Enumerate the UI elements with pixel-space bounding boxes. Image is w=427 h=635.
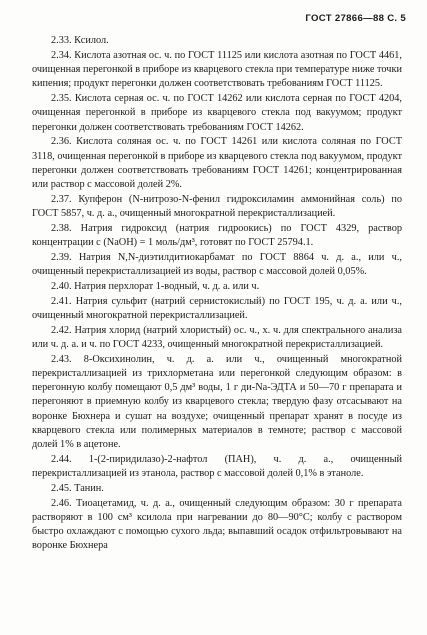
paragraph-2-46 (32, 497, 402, 554)
paragraph-2-33 (32, 34, 402, 48)
paragraph-2-34 (32, 49, 402, 92)
paragraph-number: 2.37. (51, 193, 72, 205)
paragraph-number: 2.34. (51, 49, 72, 61)
paragraph-number: 2.44. (51, 453, 72, 465)
paragraph-number: 2.38. (51, 222, 72, 234)
paragraph-text: Ксилол. (74, 35, 109, 46)
paragraph-2-38 (32, 222, 402, 251)
paragraph-text: Натрия хлорид (натрий хлористый) ос. ч., х. ч. для спектрального анализа или ч. д. а. и ч. по ГОСТ 4233, очищенный многократной перекристаллизацией. (32, 324, 403, 350)
paragraph-2-36 (32, 135, 402, 192)
paragraph-2-37 (32, 193, 402, 222)
paragraph-2-45 (32, 482, 402, 496)
paragraph-number: 2.41. (51, 295, 72, 307)
document-body (32, 34, 402, 554)
paragraph-number: 2.46. (51, 497, 72, 509)
paragraph-2-35 (32, 92, 402, 135)
paragraph-text: Натрия перхлорат 1-водный, ч. д. а. или ч. (74, 280, 260, 292)
paragraph-text: Купферон (N-нитрозо-N-фенил гидроксиламин аммонийная соль) по ГОСТ 5857, ч. д. а., очищенный многократной перекристаллизацией. (32, 193, 402, 219)
paragraph-text: 1-(2-пиридилазо)-2-нафтол (ПАН), ч. д. а., очищенный перекристаллизацией из этанола, раствор с массовой долей 0,1% в этаноле. (32, 453, 402, 479)
paragraph-number: 2.33. (51, 35, 72, 46)
paragraph-2-41 (32, 295, 402, 324)
paragraph-number: 2.43. (51, 353, 72, 365)
paragraph-text: Тиоацетамид, ч. д. а., очищенный следующим образом: 30 г препарата растворяют в 100 см³ ксилола при нагревании до 80—90°С; колбу с раствором быстро охлаждают с помощью сухого льда; выпавший осадок отфильтровывают на воронке Бюхнера (32, 497, 403, 552)
paragraph-number: 2.42. (51, 324, 72, 336)
paragraph-text: Танин. (74, 482, 104, 494)
running-header: ГОСТ 27866—88 С. 5 (305, 13, 406, 24)
paragraph-2-40 (32, 280, 402, 294)
paragraph-number: 2.39. (51, 251, 72, 263)
paragraph-text: Натрия N,N-диэтилдитиокарбамат по ГОСТ 8864 ч. д. а., или ч., очищенный перекристаллизацией из воды, раствор с массовой долей 0,05%. (32, 251, 402, 277)
paragraph-number: 2.36. (51, 136, 72, 148)
paragraph-number: 2.45. (51, 482, 72, 494)
paragraph-text: Натрия сульфит (натрий сернистокислый) по ГОСТ 195, ч. д. а. или ч., очищенный многократной перекристаллизацией. (32, 295, 402, 321)
paragraph-2-42 (32, 324, 402, 353)
paragraph-number: 2.40. (51, 280, 72, 292)
paragraph-2-43 (32, 353, 402, 453)
paragraph-text: Натрия гидроксид (натрия гидроокись) по ГОСТ 4329, раствор концентрации c (NaOH) = 1 моль/дм³, готовят по ГОСТ 25794.1. (32, 222, 402, 248)
paragraph-text: Кислота азотная ос. ч. по ГОСТ 11125 или кислота азотная по ГОСТ 4461, очищенная перегонкой в приборе из кварцевого стекла при температуре ниже точки кипения; продукт перегонки должен соответствовать требованиям ГОСТ 11125. (32, 49, 402, 90)
paragraph-2-39 (32, 251, 402, 280)
paragraph-2-44 (32, 453, 402, 482)
paragraph-number: 2.35. (51, 93, 72, 104)
paragraph-text: Кислота серная ос. ч. по ГОСТ 14262 или кислота серная по ГОСТ 4204, очищенная перегонкой в приборе из кварцевого стекла под вакуумом; продукт перегонки должен соответствовать требованиям ГОСТ 14262. (32, 93, 402, 133)
paragraph-text: Кислота соляная ос. ч. по ГОСТ 14261 или кислота соляная по ГОСТ 3118, очищенная перегонкой в приборе из кварцевого стекла под вакуумом, продукт перегонки должен соответствовать требованиям ГОСТ 14261; концентрированная или раствор с массовой долей 2%. (32, 136, 403, 190)
paragraph-text: 8-Оксихинолин, ч. д. а. или ч., очищенный многократной перекристаллизацией из трихлорметана или перегонкой следующим образом: в перегонную колбу помещают 0,5 дм³ воды, 1 г ди-Na-ЭДТА и 50—70 г препарата и перегоняют в приемную колбу из кварцевого стекла; твердую фазу отсасывают на воронке Бюхнера и сушат на воздухе; очищенный препарат хранят в посуде из кварцевого стекла или полимерных материалов в темноте; раствор с массовой долей 1% в ацетоне. (32, 353, 403, 450)
